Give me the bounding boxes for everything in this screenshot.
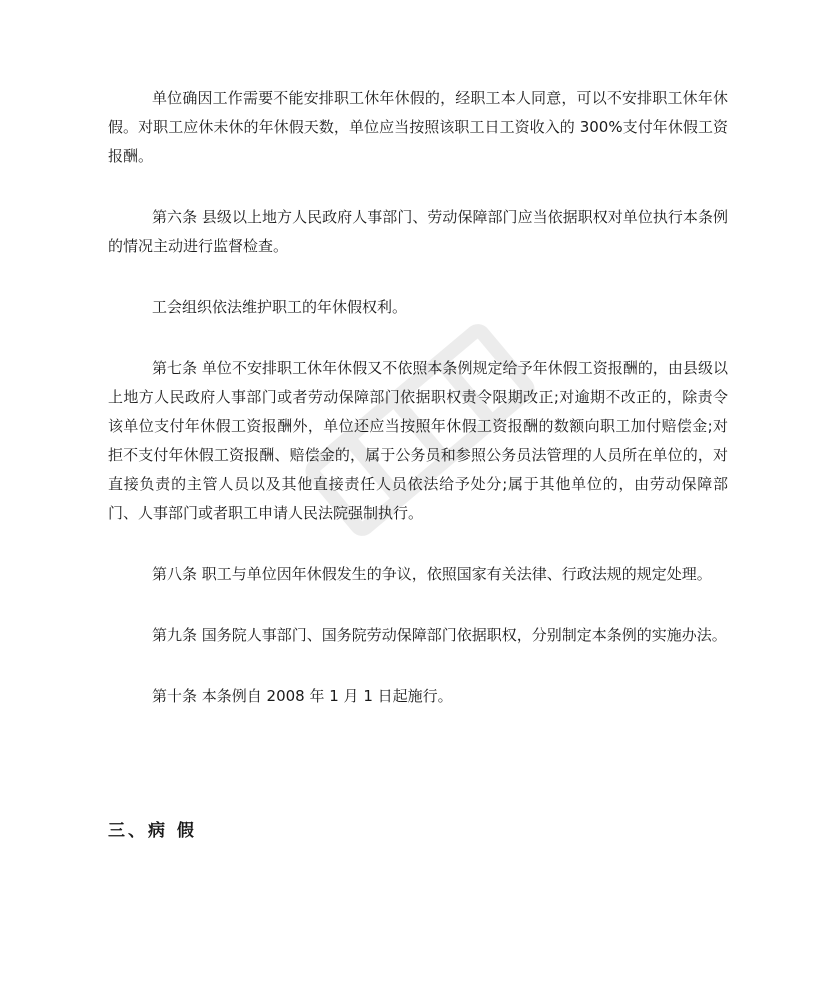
paragraph-article-6: 第六条 县级以上地方人民政府人事部门、劳动保障部门应当依据职权对单位执行本条例的情况主动进行监督检查。: [108, 208, 728, 255]
paragraph-article-7: 第七条 单位不安排职工休年休假又不依照本条例规定给予年休假工资报酬的，由县级以上地方人民政府人事部门或者劳动保障部门依据职权责令限期改正;对逾期不改正的，除责令该单位支付年休假工资报酬外，单位还应当按照年休假工资报酬的数额向职工加付赔偿金;对拒不支付年休假工资报酬、赔偿金的，属于公务员和参照公务员法管理的人员所在单位的，对直接负责的主管人员以及其他直接责任人员依法给予处分;属于其他单位的，由劳动保障部门、人事部门或者职工申请人民法院强制执行。: [108, 359, 728, 522]
paragraph-article-10: 第十条 本条例自 2008 年 1 月 1 日起施行。: [152, 687, 453, 705]
paragraph-union-rights: 工会组织依法维护职工的年休假权利。: [152, 298, 408, 316]
paragraph-annual-leave-compensation: 单位确因工作需要不能安排职工休年休假的，经职工本人同意，可以不安排职工休年休假。对职工应休未休的年休假天数，单位应当按照该职工日工资收入的 300%支付年休假工资报酬。: [108, 89, 728, 165]
document-body: [108, 84, 728, 743]
paragraph-article-9: 第九条 国务院人事部门、国务院劳动保障部门依据职权，分别制定本条例的实施办法。: [152, 626, 727, 644]
paragraph-article-8: 第八条 职工与单位因年休假发生的争议，依照国家有关法律、行政法规的规定处理。: [152, 565, 712, 583]
section-heading-sick-leave: 三、病 假: [108, 821, 197, 841]
